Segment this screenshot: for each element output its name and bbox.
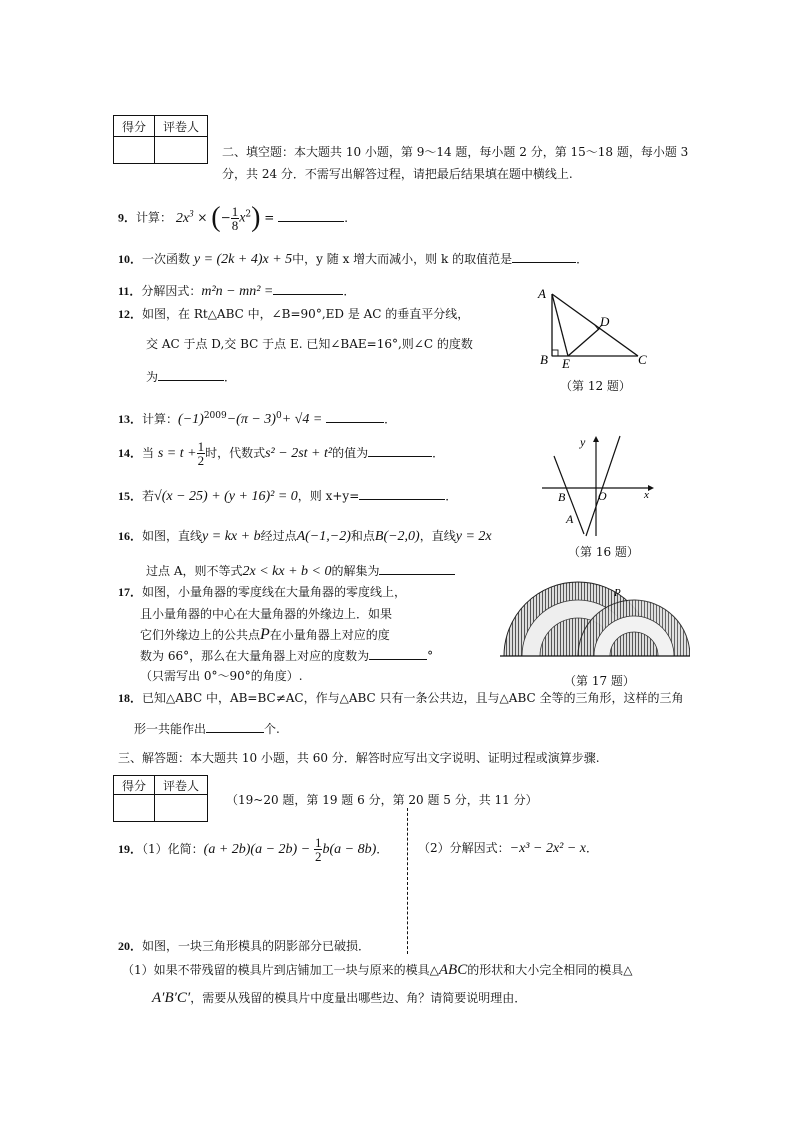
answer-blank-14[interactable] xyxy=(368,444,432,457)
question-number: 14． xyxy=(118,446,143,460)
period: ． xyxy=(384,412,397,426)
fraction: $\frac{1}{2}$ xyxy=(314,835,322,864)
figure-17 xyxy=(500,580,690,660)
section2-heading: 二、填空题：本大题共 10 小题，第 9～14 题，每小题 2 分，第 15～18 题，每小题 3 xyxy=(222,145,689,159)
exponent: 2009 xyxy=(203,411,227,421)
score-table-1 xyxy=(113,115,208,164)
figure-12-caption: （第 12 题） xyxy=(560,379,631,393)
question-text: 它们外缘边上的公共点 xyxy=(140,628,261,642)
label-y: y xyxy=(580,435,586,449)
question-19 xyxy=(118,836,388,863)
answer-blank-10[interactable] xyxy=(512,250,576,263)
math-expression: y = 2x xyxy=(455,529,492,544)
triangle-abc-prime: A′B′C′ xyxy=(152,990,191,1006)
label-p: P xyxy=(614,587,621,599)
grader-cell[interactable] xyxy=(155,795,208,822)
question-16-line2 xyxy=(146,562,455,580)
question-14 xyxy=(118,438,444,469)
grader-header: 评卷人 xyxy=(155,776,208,795)
math-expression: (a + 2b)(a − 2b) − xyxy=(203,842,311,857)
question-text: 的解集为 xyxy=(331,564,380,578)
math-expression: 2x < kx + b < 0 xyxy=(242,564,332,579)
group-note: （19~20 题，第 19 题 6 分，第 20 题 5 分，共 11 分） xyxy=(226,793,538,807)
label-x: x xyxy=(644,489,649,501)
question-15 xyxy=(118,487,457,505)
question-text: 经过点 xyxy=(260,529,297,543)
question-text: 若 xyxy=(142,489,155,503)
question-16-line1 xyxy=(118,528,492,545)
figure-17-caption: （第 17 题） xyxy=(564,674,635,688)
question-text: 中，y 随 x 增大而减小，则 k 的取值范是 xyxy=(292,252,513,266)
question-text: 和点 xyxy=(350,529,375,543)
question-19-part2 xyxy=(418,840,598,857)
question-text: 已知△ABC 中，AB=BC≠AC，作与△ABC 只有一条公共边，且与△ABC 全等的三角形，这样的三角 xyxy=(142,691,684,705)
math-expression: b(a − 8b) xyxy=(322,842,377,857)
part-label: （1）化简： xyxy=(142,842,204,856)
question-9 xyxy=(118,202,356,232)
question-13 xyxy=(118,408,396,428)
math-expression: + √4 = xyxy=(281,412,323,427)
period: ． xyxy=(432,446,445,460)
math-expression: (−1) xyxy=(178,412,204,427)
answer-blank-16[interactable] xyxy=(379,562,455,575)
label-c: C xyxy=(638,352,647,367)
figure-16-caption: （第 16 题） xyxy=(568,545,639,559)
grader-header: 评卷人 xyxy=(155,116,208,137)
question-text: 如图，小量角器的零度线在大量角器的零度线上， xyxy=(142,585,407,599)
score-table-2 xyxy=(113,775,208,822)
minus-sign: − xyxy=(220,210,231,225)
label-d: D xyxy=(600,314,610,329)
answer-blank-13[interactable] xyxy=(326,410,384,423)
question-17-line4 xyxy=(140,647,433,664)
label-b: B xyxy=(540,352,548,367)
equals: = xyxy=(264,210,275,225)
question-number: 19． xyxy=(118,842,143,856)
answer-divider xyxy=(407,808,408,954)
question-number: 20． xyxy=(118,939,143,953)
question-number: 10． xyxy=(118,252,143,266)
math-expression: $2x^3$ xyxy=(175,208,194,226)
question-text: （1）如果不带残留的模具片到店铺加工一块与原来的模具△ xyxy=(122,963,439,977)
label-b: B xyxy=(558,490,566,504)
question-number: 18． xyxy=(118,691,143,705)
part-label: （2）分解因式： xyxy=(418,841,510,855)
label-e: E xyxy=(562,356,570,370)
question-17-line1 xyxy=(118,584,406,600)
math-expression: A(−1,−2) xyxy=(296,529,351,544)
grader-cell[interactable] xyxy=(155,137,208,164)
question-number: 15． xyxy=(118,489,143,503)
degree-sign: ° xyxy=(427,649,434,663)
question-text: 如图，在 Rt△ABC 中，∠B=90°,ED 是 AC 的垂直平分线， xyxy=(142,307,470,321)
math-expression: B(−2,0) xyxy=(374,529,420,544)
period: ． xyxy=(576,252,589,266)
question-11 xyxy=(118,282,355,300)
answer-blank-9[interactable] xyxy=(278,209,344,222)
math-expression: m²n − mn² = xyxy=(201,284,274,299)
math-expression: √(x − 25) + (y + 16)² = 0 xyxy=(154,489,298,504)
label-a: A xyxy=(566,512,574,526)
answer-blank-17[interactable] xyxy=(369,647,427,660)
paren-open: ( xyxy=(211,202,221,234)
question-12-line2: 交 AC 于点 D,交 BC 于点 E. 已知∠BAE=16°,则∠C 的度数 xyxy=(146,337,473,351)
question-12-line3 xyxy=(146,368,236,385)
period: ． xyxy=(224,370,237,384)
question-17-line2: 且小量角器的中心在大量角器的外缘边上．如果 xyxy=(140,607,393,621)
question-17-line3 xyxy=(140,627,390,643)
section2-heading-cont: 分，共 24 分．不需写出解答过程，请把最后结果填在题中横线上. xyxy=(222,167,573,181)
score-cell[interactable] xyxy=(114,795,155,822)
figure-12 xyxy=(534,284,652,370)
question-18-line2 xyxy=(134,720,280,737)
score-header: 得分 xyxy=(114,776,155,795)
question-text: 数为 66°，那么在大量角器上对应的度数为 xyxy=(140,649,370,663)
question-text: 一次函数 xyxy=(142,252,191,266)
answer-blank-12[interactable] xyxy=(158,368,224,381)
question-text: 当 xyxy=(142,446,155,460)
answer-blank-15[interactable] xyxy=(359,487,445,500)
label-o: O xyxy=(598,489,607,503)
question-text: 分解因式： xyxy=(141,284,202,298)
score-cell[interactable] xyxy=(114,137,155,164)
question-text: 个. xyxy=(264,722,280,736)
question-text: 的值为 xyxy=(332,446,369,460)
math-expression: −x³ − 2x² − x xyxy=(509,841,587,856)
section3-heading: 三、解答题：本大题共 10 小题，共 60 分．解答时应写出文字说明、证明过程或演算步骤. xyxy=(118,751,600,765)
question-text: 在小量角器上对应的度 xyxy=(269,628,390,642)
label-a: A xyxy=(538,286,546,301)
question-20-line1 xyxy=(118,938,370,954)
math-expression: s = t + xyxy=(157,446,197,461)
question-number: 9． xyxy=(118,210,137,225)
period: ． xyxy=(376,842,389,856)
question-10 xyxy=(118,250,588,268)
question-20-line2 xyxy=(122,962,632,978)
times-sign: × xyxy=(197,210,208,225)
period: ． xyxy=(344,210,357,225)
period: ． xyxy=(343,284,356,298)
answer-blank-11[interactable] xyxy=(273,282,343,295)
question-text: 时，代数式 xyxy=(205,446,266,460)
score-header: 得分 xyxy=(114,116,155,137)
math-var: x xyxy=(239,210,246,226)
question-text: 过点 A，则不等式 xyxy=(146,564,243,578)
question-number: 17． xyxy=(118,585,143,599)
question-text: 为 xyxy=(146,370,159,384)
period: ． xyxy=(586,841,599,855)
point-p: P xyxy=(260,626,270,643)
figure-16 xyxy=(540,432,658,540)
math-expression: s² − 2st + t² xyxy=(265,446,333,461)
question-number: 12． xyxy=(118,307,143,321)
math-expression: y = kx + b xyxy=(202,529,261,544)
fraction: $\frac{1}{2}$ xyxy=(197,439,205,468)
math-expression: −(π − 3) xyxy=(226,412,276,427)
question-text: 计算： xyxy=(136,210,173,225)
question-text: 形一共能作出 xyxy=(134,722,207,736)
question-number: 13． xyxy=(118,412,143,426)
question-number: 11． xyxy=(118,284,142,298)
question-12-line1 xyxy=(118,306,469,322)
answer-blank-18[interactable] xyxy=(206,720,264,733)
fraction: $\frac{1}{8}$ xyxy=(231,203,239,233)
question-text: 如图，直线 xyxy=(142,529,203,543)
question-text: 如图，一块三角形模具的阴影部分已破损． xyxy=(142,939,371,953)
question-17-line5: （只需写出 0°～90°的角度）. xyxy=(140,669,303,683)
math-expression: y = (2k + 4)x + 5 xyxy=(193,252,293,267)
period: ． xyxy=(445,489,458,503)
question-text: ，则 x+y= xyxy=(297,489,360,503)
question-text: ，需要从残留的模具片中度量出哪些边、角？请简要说明理由． xyxy=(190,991,527,1005)
triangle-abc: ABC xyxy=(438,962,468,978)
question-18-line1 xyxy=(118,690,683,706)
question-text: 的形状和大小完全相同的模具△ xyxy=(467,963,633,977)
exponent: 0 xyxy=(275,411,282,421)
paren-close: ) xyxy=(251,202,261,234)
question-text: 计算： xyxy=(142,412,179,426)
question-number: 16． xyxy=(118,529,143,543)
question-text: ，直线 xyxy=(419,529,456,543)
question-20-line3 xyxy=(152,990,526,1006)
exponent: 2 xyxy=(245,209,252,220)
